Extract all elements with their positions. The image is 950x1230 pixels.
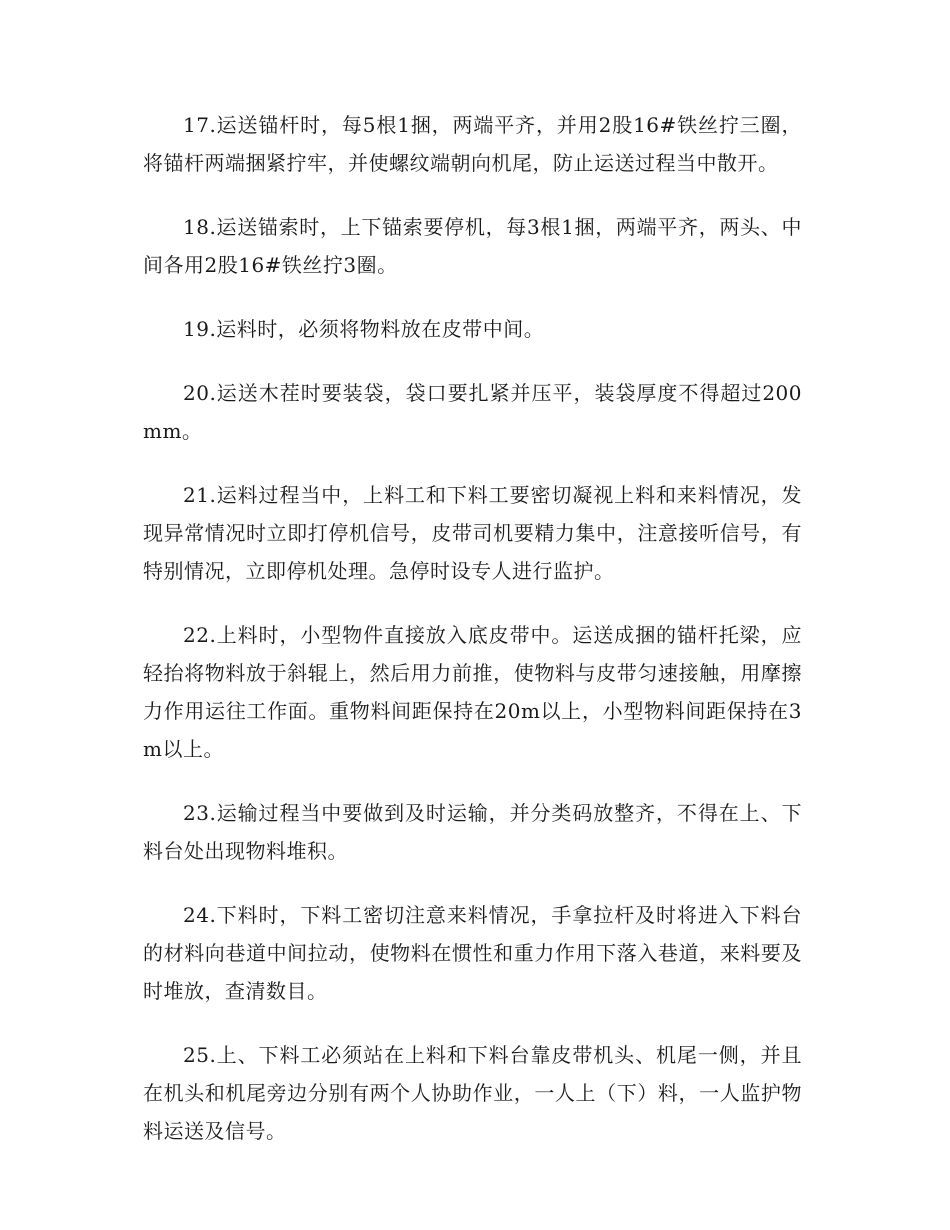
paragraph-19: 19.运料时，必须将物料放在皮带中间。 bbox=[183, 317, 545, 341]
paragraph-17: 17.运送锚杆时，每5根1捆，两端平齐，并用2股16#铁丝拧三圈，将锚杆两端捆紧拧牢，并使螺纹端朝向机尾，防止运送过程当中散开。 bbox=[143, 113, 802, 175]
paragraph-21: 21.运料过程当中，上料工和下料工要密切凝视上料和来料情况，发现异常情况时立即打停机信号，皮带司机要精力集中，注意接听信号，有特别情况，立即停机处理。急停时设专人进行监护。 bbox=[143, 483, 802, 583]
paragraph-24: 24.下料时，下料工密切注意来料情况，手拿拉杆及时将进入下料台的材料向巷道中间拉动，使物料在惯性和重力作用下落入巷道，来料要及时堆放，查清数目。 bbox=[143, 903, 802, 1003]
paragraph-20: 20.运送木茬时要装袋，袋口要扎紧并压平，装袋厚度不得超过200mm。 bbox=[143, 381, 802, 443]
paragraph-23: 23.运输过程当中要做到及时运输，并分类码放整齐，不得在上、下料台处出现物料堆积。 bbox=[143, 801, 802, 863]
paragraph-22: 22.上料时，小型物件直接放入底皮带中。运送成捆的锚杆托梁，应轻抬将物料放于斜辊上，然后用力前推，使物料与皮带匀速接触，用摩擦力作用运往工作面。重物料间距保持在20m以上，小型物料间距保持在3m以上。 bbox=[143, 623, 802, 761]
paragraph-25: 25.上、下料工必须站在上料和下料台靠皮带机头、机尾一侧，并且在机头和机尾旁边分别有两个人协助作业，一人上（下）料，一人监护物料运送及信号。 bbox=[143, 1043, 802, 1143]
paragraph-18: 18.运送锚索时，上下锚索要停机，每3根1捆，两端平齐，两头、中间各用2股16#铁丝拧3圈。 bbox=[143, 215, 802, 277]
